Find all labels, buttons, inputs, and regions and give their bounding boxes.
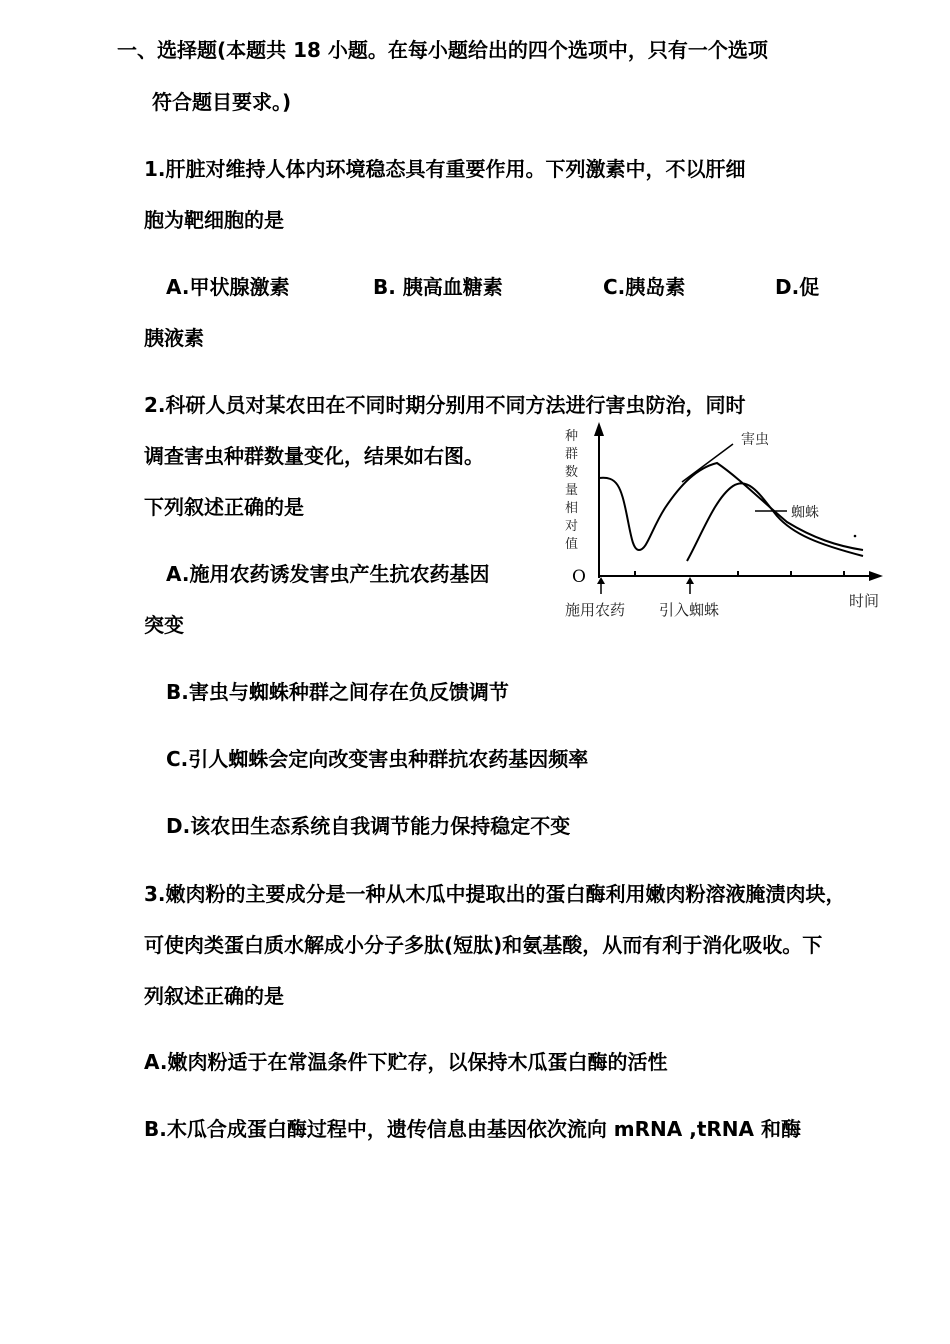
y-axis-arrow (594, 422, 604, 436)
q1-option-d-continued: 胰液素 (144, 326, 204, 350)
section-title-line1: 一、选择题(本题共 18 小题。在每小题给出的四个选项中，只有一个选项 (117, 38, 768, 62)
q3-option-b: B.木瓜合成蛋白酶过程中，遗传信息由基因依次流向 mRNA ,tRNA 和酶 (144, 1117, 801, 1141)
y-axis-label-char: 值 (565, 537, 579, 552)
q2-stem-line3: 下列叙述正确的是 (144, 495, 304, 519)
spider-curve (687, 483, 863, 561)
q3-option-a: A.嫩肉粉适于在常温条件下贮存，以保持木瓜蛋白酶的活性 (144, 1050, 668, 1074)
x-annotation-pesticide: 施用农药 (565, 601, 626, 619)
q1-option-d: D.促 (775, 275, 820, 299)
spider-intro-arrow-head (686, 577, 694, 584)
q3-stem-line1: 3.嫩肉粉的主要成分是一种从木瓜中提取出的蛋白酶利用嫩肉粉溶液腌渍肉块， (144, 882, 846, 906)
q1-stem-line2: 胞为靶细胞的是 (144, 208, 284, 232)
population-chart (555, 418, 895, 628)
stray-dot (854, 535, 857, 538)
q2-option-a-continued: 突变 (144, 613, 184, 637)
q3-stem-line3: 列叙述正确的是 (144, 984, 284, 1008)
q2-option-b: B.害虫与蜘蛛种群之间存在负反馈调节 (166, 680, 509, 704)
y-axis-label-char: 种 (565, 429, 579, 444)
q1-option-b: B. 胰高血糖素 (373, 275, 503, 299)
q1-stem-line1: 1.肝脏对维持人体内环境稳态具有重要作用。下列激素中，不以肝细 (144, 157, 746, 181)
q2-option-c: C.引人蜘蛛会定向改变害虫种群抗农药基因频率 (166, 747, 589, 771)
q2-stem-line2: 调查害虫种群数量变化，结果如右图。 (144, 444, 484, 468)
q2-stem-line1: 2.科研人员对某农田在不同时期分别用不同方法进行害虫防治，同时 (144, 393, 746, 417)
origin-label: O (572, 567, 586, 587)
x-annotation-spider: 引入蜘蛛 (659, 601, 720, 619)
x-axis-label: 时间 (849, 592, 880, 610)
section-title-line2: 符合题目要求。) (152, 90, 292, 114)
y-axis-label-char: 数 (565, 465, 579, 480)
pest-curve (599, 463, 863, 550)
q1-option-c: C.胰岛素 (603, 275, 686, 299)
y-axis-label-char: 相 (565, 501, 579, 516)
y-axis-label-char: 对 (565, 519, 579, 534)
x-axis-arrow (869, 571, 883, 581)
y-axis-label-char: 量 (565, 483, 579, 498)
pest-leader-line (682, 444, 733, 482)
series-label-spider: 蜘蛛 (791, 505, 819, 521)
q3-stem-line2: 可使肉类蛋白质水解成小分子多肽(短肽)和氨基酸，从而有利于消化吸收。下 (144, 933, 823, 957)
series-label-pest: 害虫 (741, 432, 769, 448)
q2-option-d: D.该农田生态系统自我调节能力保持稳定不变 (166, 814, 571, 838)
q1-option-a: A.甲状腺激素 (166, 275, 290, 299)
q2-option-a: A.施用农药诱发害虫产生抗农药基因 (166, 562, 490, 586)
pesticide-arrow-head (597, 577, 605, 584)
y-axis-label-char: 群 (565, 447, 579, 462)
